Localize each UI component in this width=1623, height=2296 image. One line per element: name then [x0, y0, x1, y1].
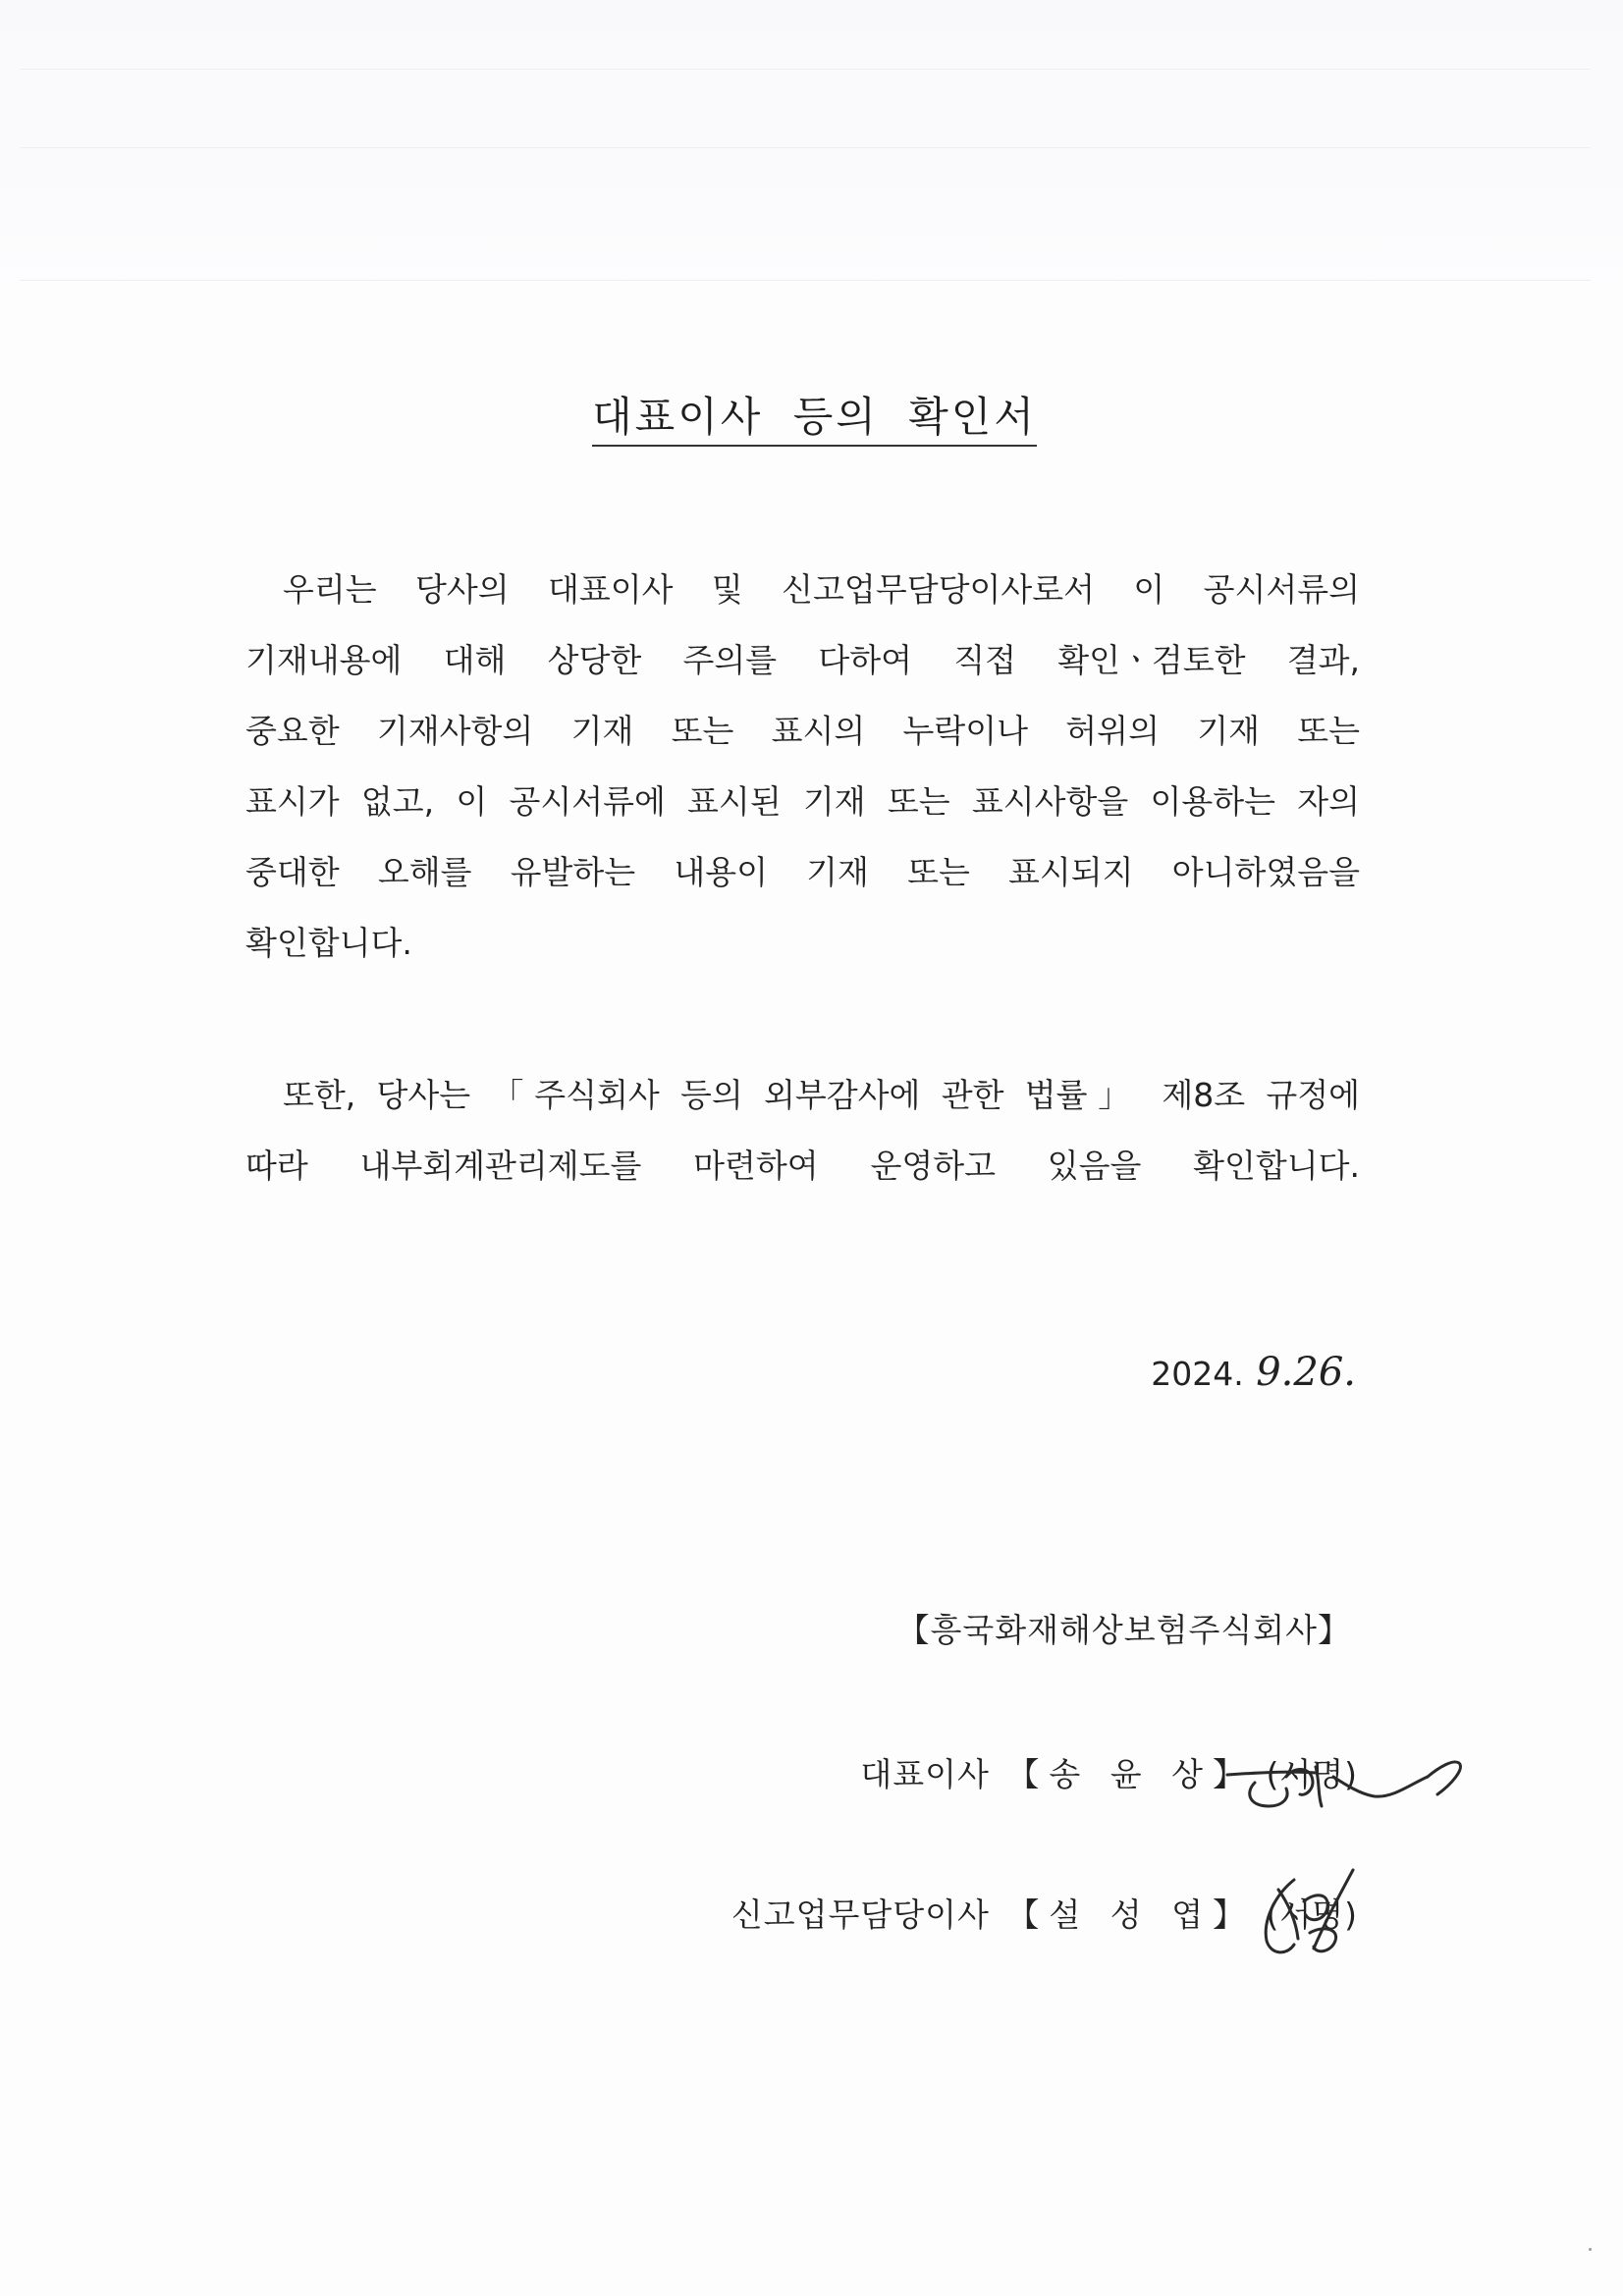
disclosure-officer-name: 【설 성 엽】	[1006, 1896, 1255, 1934]
paragraph-line: 우리는 당사의 대표이사 및 신고업무담당이사로서 이 공시서류의	[283, 570, 1360, 609]
ceo-role: 대표이사	[860, 1755, 990, 1793]
document-title-text: 대표이사 등의 확인서	[592, 393, 1037, 447]
date-handwritten: 9.26.	[1256, 1350, 1356, 1395]
paragraph-line: 중대한 오해를 유발하는 내용이 기재 또는 표시되지 아니하였음을	[245, 853, 1360, 891]
paragraph-line: 기재내용에 대해 상당한 주의를 다하여 직접 확인ㆍ검토한 결과,	[245, 641, 1360, 679]
scan-artifact-line	[20, 147, 1591, 148]
company-name: 【흥국화재해상보험주식회사】	[896, 1611, 1351, 1649]
ceo-signature-line	[860, 1749, 1358, 1795]
paragraph-line: 표시가 없고, 이 공시서류에 표시된 기재 또는 표시사항을 이용하는 자의	[245, 782, 1360, 821]
paragraph-line: 중요한 기재사항의 기재 또는 표시의 누락이나 허위의 기재 또는	[245, 712, 1360, 750]
paragraph-line: 확인합니다.	[245, 924, 412, 962]
confirmation-paragraph	[245, 555, 1360, 979]
document-date	[1151, 1350, 1356, 1395]
scan-artifact-line	[20, 69, 1591, 70]
document-title	[0, 385, 1623, 444]
disclosure-officer-signature-line	[731, 1890, 1358, 1936]
paragraph-line: 또한, 당사는 「주식회사 등의 외부감사에 관한 법률」 제8조 규정에	[283, 1076, 1360, 1114]
scan-shading	[0, 0, 1623, 285]
internal-control-paragraph	[245, 1060, 1360, 1201]
ceo-name: 【송 윤 상】	[1006, 1755, 1255, 1793]
ceo-sign-label: (서명)	[1266, 1755, 1358, 1793]
paragraph-line: 따라 내부회계관리제도를 마련하여 운영하고 있음을 확인합니다.	[245, 1147, 1360, 1185]
date-printed: 2024.	[1151, 1355, 1244, 1393]
disclosure-officer-sign-label: (서명)	[1266, 1896, 1358, 1934]
disclosure-officer-role: 신고업무담당이사	[730, 1896, 990, 1934]
scan-artifact-line	[20, 280, 1591, 281]
scan-speck	[1589, 2248, 1592, 2251]
